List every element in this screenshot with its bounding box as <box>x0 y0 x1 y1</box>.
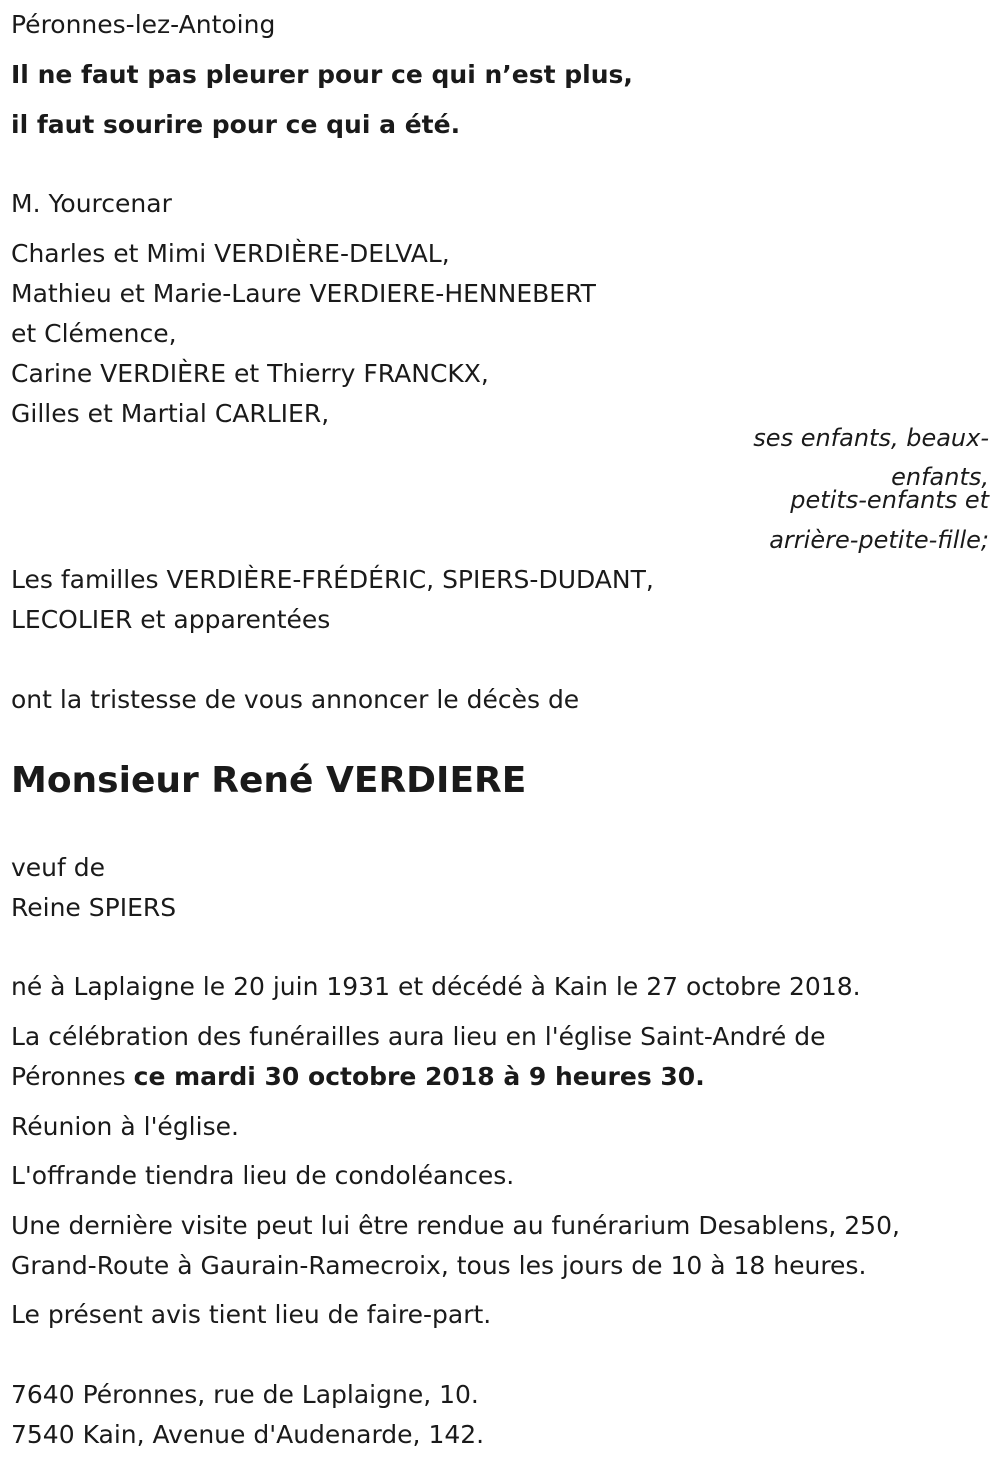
widow-label: veuf de <box>11 853 106 882</box>
offering-info: L'offrande tiendra lieu de condoléances. <box>11 1161 515 1190</box>
quote-line-2: il faut sourire pour ce qui a été. <box>11 110 461 139</box>
families-line-2: LECOLIER et apparentées <box>11 605 331 634</box>
funeral-place: Péronnes <box>11 1062 134 1091</box>
funeral-line-1: La célébration des funérailles aura lieu en l'église Saint-André de <box>11 1022 826 1051</box>
funeral-line-2 <box>11 1060 705 1094</box>
deceased-name: Monsieur René VERDIERE <box>11 760 527 801</box>
birth-death: né à Laplaigne le 20 juin 1931 et décédé à Kain le 27 octobre 2018. <box>11 972 861 1001</box>
relation-line-3: petits-enfants et <box>790 486 989 514</box>
relation-line-4: arrière-petite-fille; <box>769 526 989 554</box>
relation-line-2: enfants, <box>891 463 989 491</box>
family-line-3: et Clémence, <box>11 319 177 348</box>
announcement: ont la tristesse de vous annoncer le décès de <box>11 685 580 714</box>
place-name: Péronnes-lez-Antoing <box>11 10 276 39</box>
address-line-1: 7640 Péronnes, rue de Laplaigne, 10. <box>11 1380 479 1409</box>
family-line-2: Mathieu et Marie-Laure VERDIERE-HENNEBERT <box>11 279 596 308</box>
visit-line-1: Une dernière visite peut lui être rendue au funérarium Desablens, 250, <box>11 1211 900 1240</box>
family-line-5: Gilles et Martial CARLIER, <box>11 399 330 428</box>
visit-line-2: Grand-Route à Gaurain-Ramecroix, tous les jours de 10 à 18 heures. <box>11 1251 867 1280</box>
quote-author: M. Yourcenar <box>11 189 172 218</box>
quote-line-1: Il ne faut pas pleurer pour ce qui n’est plus, <box>11 60 633 89</box>
address-line-2: 7540 Kain, Avenue d'Audenarde, 142. <box>11 1420 485 1449</box>
family-line-1: Charles et Mimi VERDIÈRE-DELVAL, <box>11 239 450 268</box>
relation-line-1: ses enfants, beaux- <box>753 424 989 452</box>
families-line-1: Les familles VERDIÈRE-FRÉDÉRIC, SPIERS-DUDANT, <box>11 565 654 594</box>
family-line-4: Carine VERDIÈRE et Thierry FRANCKX, <box>11 359 489 388</box>
notice-text: Le présent avis tient lieu de faire-part. <box>11 1300 492 1329</box>
spouse-name: Reine SPIERS <box>11 893 177 922</box>
funeral-datetime: ce mardi 30 octobre 2018 à 9 heures 30. <box>133 1062 705 1091</box>
meeting-info: Réunion à l'église. <box>11 1112 239 1141</box>
obituary-notice <box>11 0 991 1469</box>
